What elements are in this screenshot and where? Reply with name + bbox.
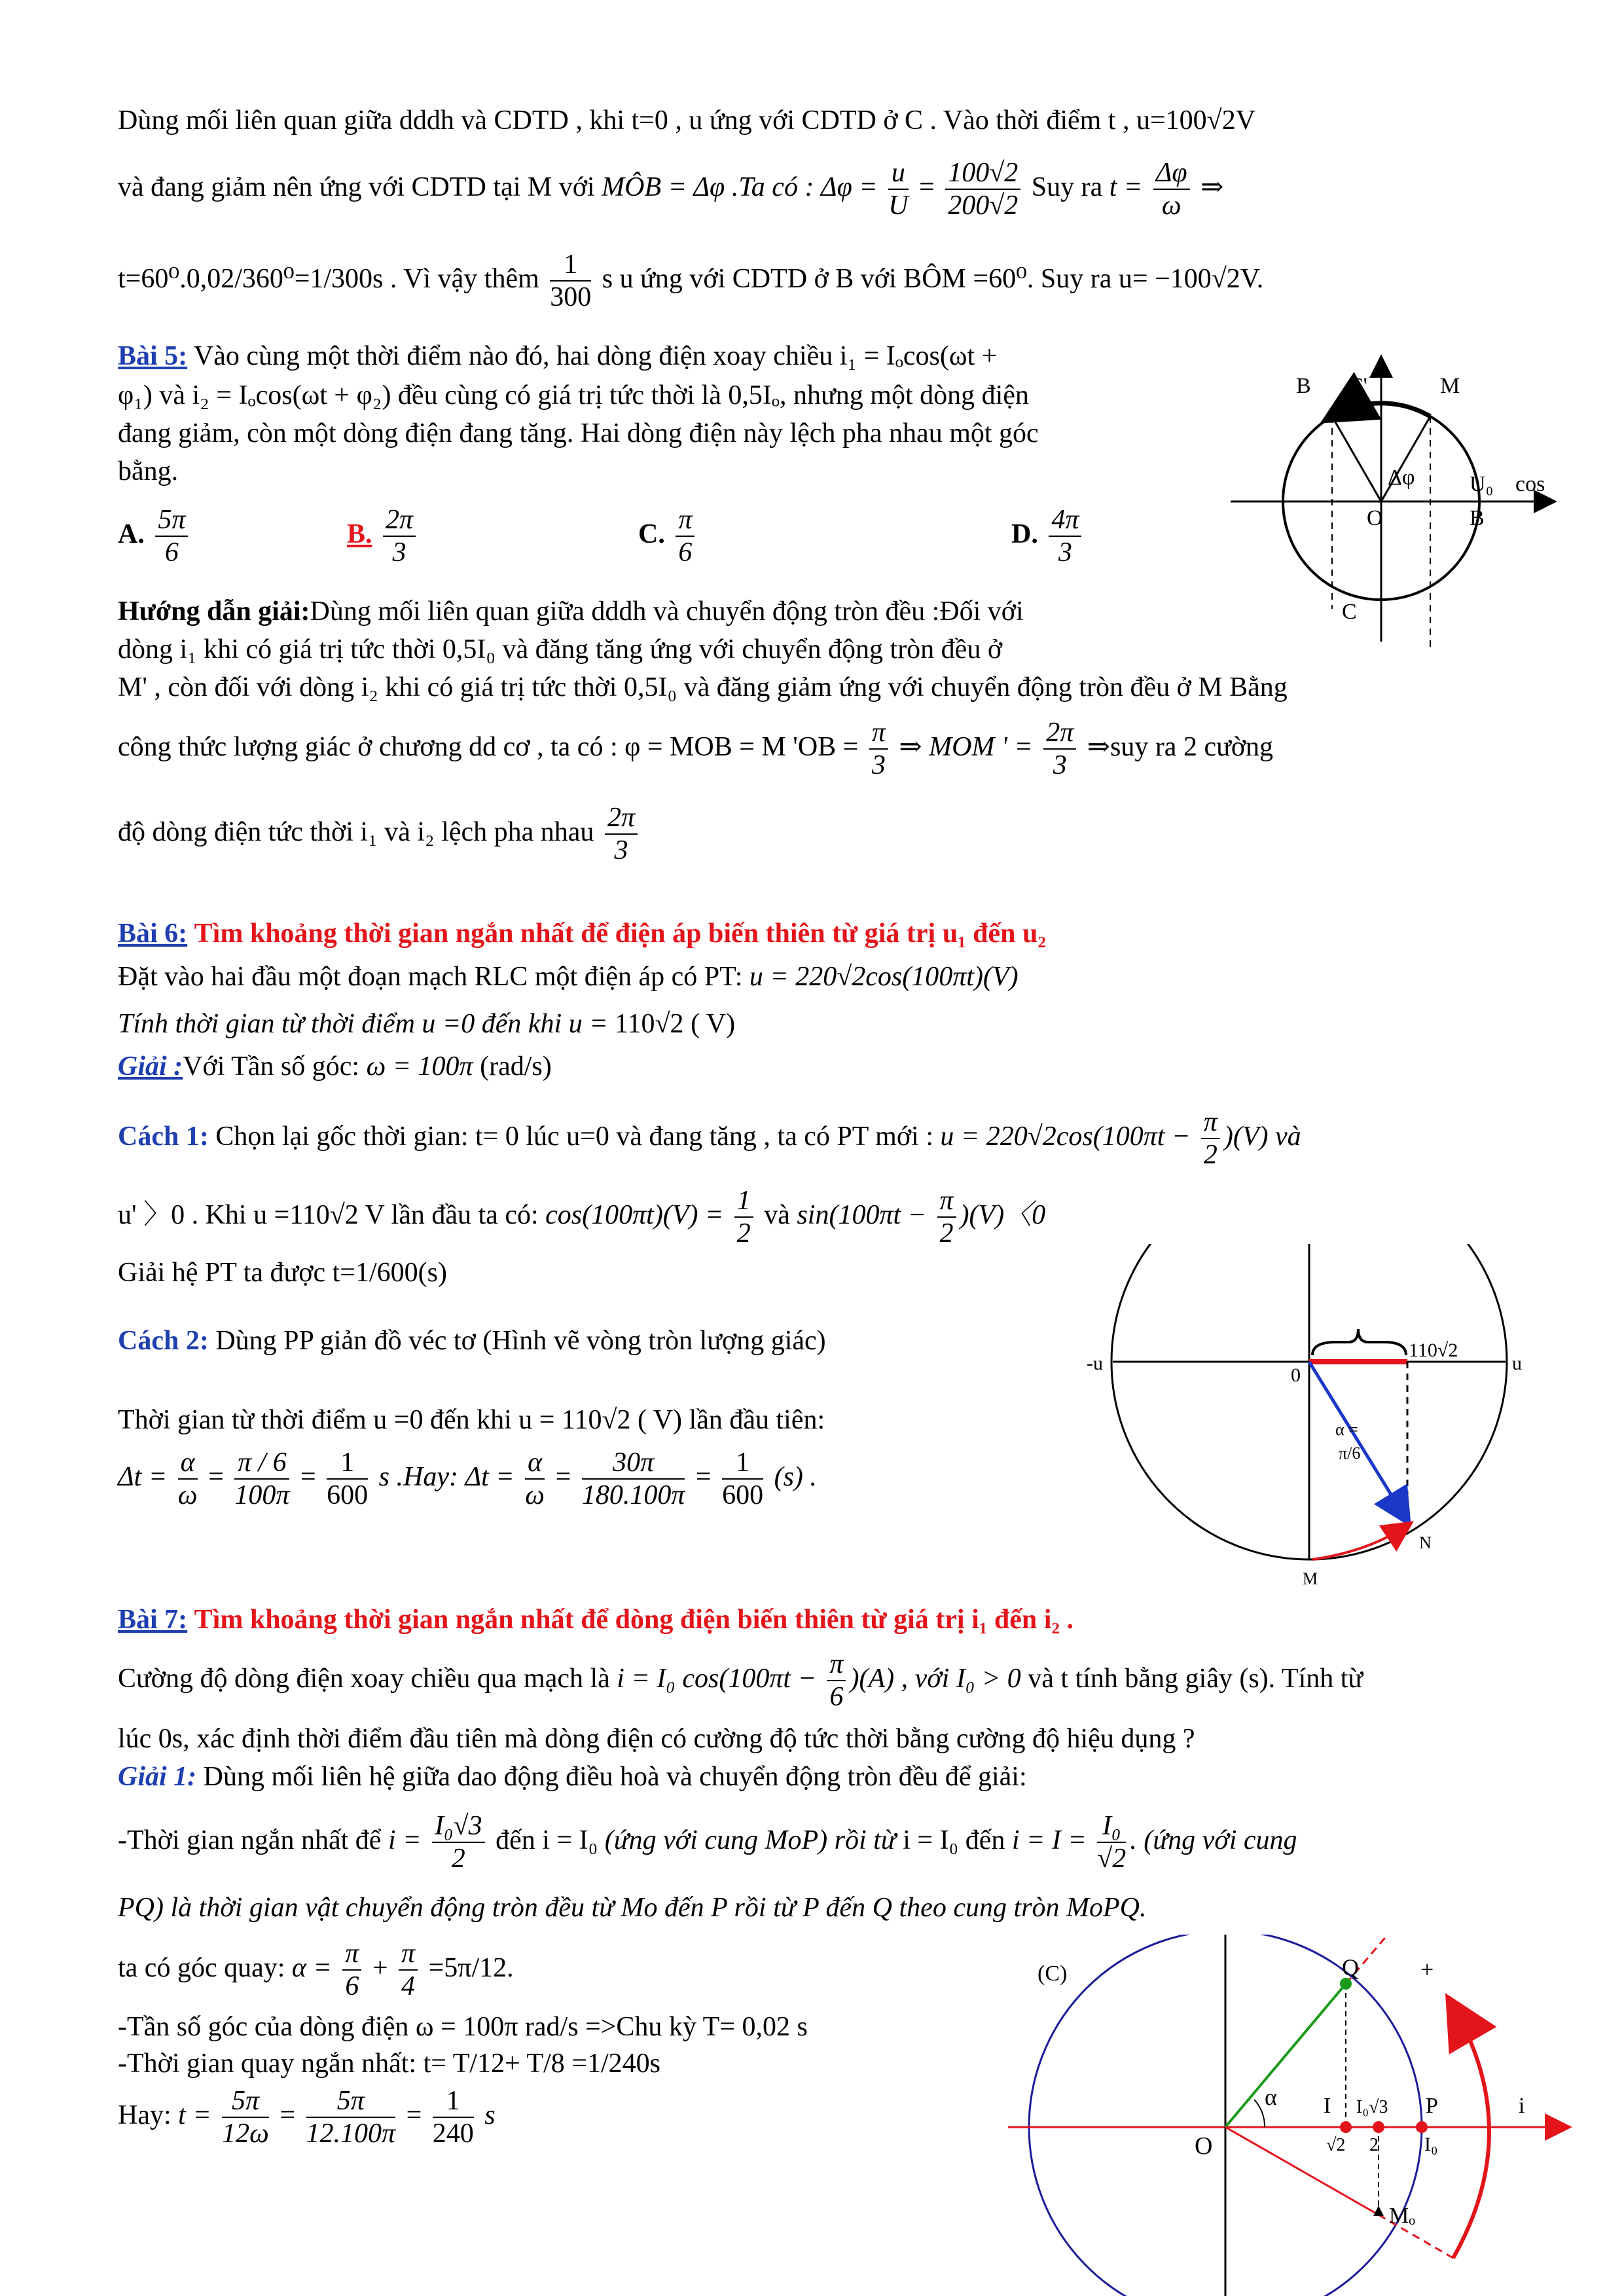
- top-line-2: và đang giảm nên ứng với CDTD tại M với MÔB = Δφ .Ta có : Δφ = $\frac{u}{U}$ = $\frac{100√2}{200√2}$ Suy ra t = $\frac{\Delta\varphi}{\omega}$ ⇒: [118, 158, 1224, 221]
- bai6-label-m: M: [1303, 1569, 1318, 1584]
- bai6-vector: [1309, 1362, 1406, 1519]
- bai7-label-mo: Mₒ: [1389, 2204, 1416, 2228]
- bai6-circle-diagram: [1087, 1244, 1545, 1584]
- bai6-label-neg-u: -u: [1087, 1353, 1103, 1374]
- bai6-line-6: Giải hệ PT ta được t=1/600(s): [118, 1258, 447, 1288]
- bai7-label-two: 2: [1369, 2135, 1379, 2155]
- bai5-label-cos: cos: [1515, 472, 1545, 496]
- bai6-label-o: 0: [1291, 1364, 1301, 1386]
- bai7-alpha-arc: [1254, 2100, 1265, 2127]
- bai6-line-9: Δt = $\frac{\alpha}{\omega}$ = $\frac{\pi / 6}{100\pi}$ = $\frac{1}{600}$ s .Hay: Δt = $\frac{\alpha}{\omega}$ = $\frac{30\pi}{180.100\pi}$ = $\frac{1}{600}$ (s) .: [118, 1448, 817, 1511]
- bai5-guide-3: M' , còn đối với dòng i₂ khi có giá trị tức thời 0,5I₀ và đăng giảm ứng với chuyển động tròn đều ở M Bằng: [118, 672, 1288, 702]
- bai5-option-a: A. $\frac{5\pi}{6}$: [118, 504, 192, 569]
- bai6-red-arc: [1312, 1525, 1407, 1559]
- bai6-brace: [1312, 1329, 1406, 1355]
- bai5-label-b: B: [1296, 374, 1311, 398]
- bai5-label-dphi: Δφ: [1388, 465, 1415, 490]
- bai7-line-8: -Thời gian quay ngắn nhất: t= T/12+ T/8 =1/240s: [118, 2049, 660, 2079]
- bai7-label-c: (C): [1038, 1961, 1068, 1986]
- bai5-label-o: O: [1367, 506, 1383, 530]
- bai5-line-4: bằng.: [118, 456, 179, 486]
- bai6-cach2: Cách 2: Dùng PP giản đồ véc tơ (Hình vẽ vòng tròn lượng giác): [118, 1326, 826, 1356]
- bai6-label-alpha1: α =: [1335, 1420, 1358, 1439]
- bai7-label-alpha: α: [1265, 2084, 1277, 2110]
- bai6-line-8: Thời gian từ thời điểm u =0 đến khi u = 110√2 ( V) lần đầu tiên:: [118, 1405, 825, 1435]
- bai5-line-2: φ₁) và i₂ = Iₒcos(ωt + φ₂) đều cùng có giá trị tức thời là 0,5Iₒ, nhưng một dòng điện: [118, 380, 1029, 410]
- bai5-option-b: B. $\frac{2\pi}{3}$: [347, 504, 420, 569]
- bai5-guide-2: dòng i₁ khi có giá trị tức thời 0,5I₀ và đăng tăng ứng với chuyển động tròn đều ở: [118, 634, 1003, 665]
- bai7-line-1: Cường độ dòng điện xoay chiều qua mạch là i = I₀ cos(100πt − $\frac{\pi}{6}$ )(A) , với I₀ > 0 và t tính bằng giây (s). Tính từ: [118, 1649, 1363, 1713]
- top-line-1: Dùng mối liên quan giữa dddh và CDTD , khi t=0 , u ứng với CDTD ở C . Vào thời điểm t , u=100√2V: [118, 105, 1256, 136]
- bai6-heading: Bài 6: Tìm khoảng thời gian ngắn nhất để điện áp biến thiên từ giá trị u₁ đến u₂: [118, 919, 1046, 949]
- bai6-label-u: u: [1512, 1353, 1522, 1374]
- bai5-option-d: D. $\frac{4\pi}{3}$: [1011, 504, 1085, 569]
- bai7-line-5: PQ) là thời gian vật chuyển động tròn đều từ Mo đến P rồi từ P đến Q theo cung tròn MoPQ.: [118, 1893, 1147, 1923]
- bai5-option-c: C. $\frac{\pi}{6}$: [638, 504, 698, 569]
- bai5-label-u0: U₀: [1470, 472, 1494, 496]
- bai7-label-i: i: [1519, 2094, 1525, 2118]
- bai7-red-arc: [1453, 2007, 1489, 2258]
- bai5-guide-1: Hướng dẫn giải:Dùng mối liên quan giữa dddh và chuyển động tròn đều :Đối với: [118, 596, 1024, 627]
- bai7-omo-vector: [1225, 2127, 1379, 2215]
- bai7-label-i0s3: I₀√3: [1356, 2097, 1388, 2117]
- bai7-label-plus: +: [1420, 1956, 1434, 1982]
- bai7-heading: Bài 7: Tìm khoảng thời gian ngắn nhất để dòng điện biến thiên từ giá trị i₁ đến i₂ .: [118, 1605, 1074, 1635]
- bai6-label-n: N: [1419, 1533, 1432, 1552]
- bai6-label-val: 110√2: [1409, 1339, 1458, 1361]
- bai7-label-sqrt2: √2: [1326, 2135, 1346, 2155]
- bai5-label-c: C: [1342, 600, 1357, 624]
- bai5-guide-4: công thức lượng giác ở chương dd cơ , ta có : φ = MOB = M 'OB = $\frac{\pi}{3}$ ⇒ MOM ' = $\frac{2\pi}{3}$ ⇒suy ra 2 cường: [118, 718, 1274, 781]
- bai7-line-3: Giải 1: Dùng mối liên hệ giữa dao động điều hoà và chuyển động tròn đều để giải:: [118, 1762, 1027, 1792]
- bai5-label-b2: B: [1470, 506, 1485, 530]
- bai6-label-alpha2: π/6: [1339, 1444, 1361, 1463]
- bai7-label-i0: I: [1324, 2094, 1331, 2118]
- bai6-line-2: Tính thời gian từ thời điểm u =0 đến khi u = 110√2 ( V): [118, 1009, 736, 1039]
- bai7-line-9: Hay: t = $\frac{5\pi}{12\omega}$ = $\frac{5\pi}{12.100\pi}$ = $\frac{1}{240}$ s: [118, 2086, 496, 2149]
- bai6-line-3: Giải :Với Tần số góc: ω = 100π (rad/s): [118, 1051, 552, 1082]
- bai7-line-6: ta có góc quay: α = $\frac{\pi}{6}$ + $\frac{\pi}{4}$ =5π/12.: [118, 1939, 514, 2002]
- bai7-label-p: P: [1426, 2094, 1438, 2118]
- bai5-circle-diagram: [1218, 354, 1558, 668]
- bai7-line-2: lúc 0s, xác định thời điểm đầu tiên mà dòng điện có cường độ tức thời bằng cường độ hiệu dụng ?: [118, 1724, 1195, 1754]
- bai7-label-o: O: [1195, 2132, 1213, 2160]
- bai7-label-i0b: I₀: [1424, 2134, 1438, 2155]
- bai5-label-m: M: [1440, 374, 1460, 398]
- bai7-line-7: -Tần số góc của dòng điện ω = 100π rad/s =>Chu kỳ T= 0,02 s: [118, 2012, 808, 2042]
- bai7-line-4: -Thời gian ngắn nhất để i = $\frac{\text{I₀√3}}{2}$ đến i = I₀ (ứng với cung MoP) rồi từ i = I₀ đến i = I = $\frac{\text{I₀}}{√2}$ . (ứng với cung: [118, 1811, 1297, 1874]
- bai6-line-1: Đặt vào hai đầu một đoạn mạch RLC một điện áp có PT: u = 220√2cos(100πt)(V): [118, 962, 1019, 992]
- bai5-line-3: đang giảm, còn một dòng điện đang tăng. Hai dòng điện này lệch pha nhau một góc: [118, 418, 1039, 448]
- bai5-label-c1: C': [1348, 374, 1367, 398]
- bai6-line-5: u' 〉0 . Khi u =110√2 V lần đầu ta có: cos(100πt)(V) = $\frac{1}{2}$ và sin(100πt − $\frac{\pi}{2}$ )(V)〈0: [118, 1186, 1046, 1249]
- bai7-label-q: Q: [1342, 1954, 1359, 1980]
- bai5-guide-5: độ dòng điện tức thời i₁ và i₂ lệch pha nhau $\frac{2\pi}{3}$: [118, 802, 641, 867]
- bai7-circle-diagram: [1008, 1935, 1597, 2296]
- top-line-3: t=60⁰.0,02/360⁰=1/300s . Vì vậy thêm $\frac{1}{300}$ s u ứng với CDTD ở B với BÔM =60⁰. Suy ra u= −100√2V.: [118, 249, 1264, 313]
- bai6-cach1: Cách 1: Chọn lại gốc thời gian: t= 0 lúc u=0 và đang tăng , ta có PT mới : u = 220√2cos(100πt − $\frac{\pi}{2}$ )(V) và: [118, 1107, 1301, 1171]
- bai5-line-1: Bài 5: Vào cùng một thời điểm nào đó, hai dòng điện xoay chiều i₁ = Iₒcos(ωt +: [118, 341, 998, 371]
